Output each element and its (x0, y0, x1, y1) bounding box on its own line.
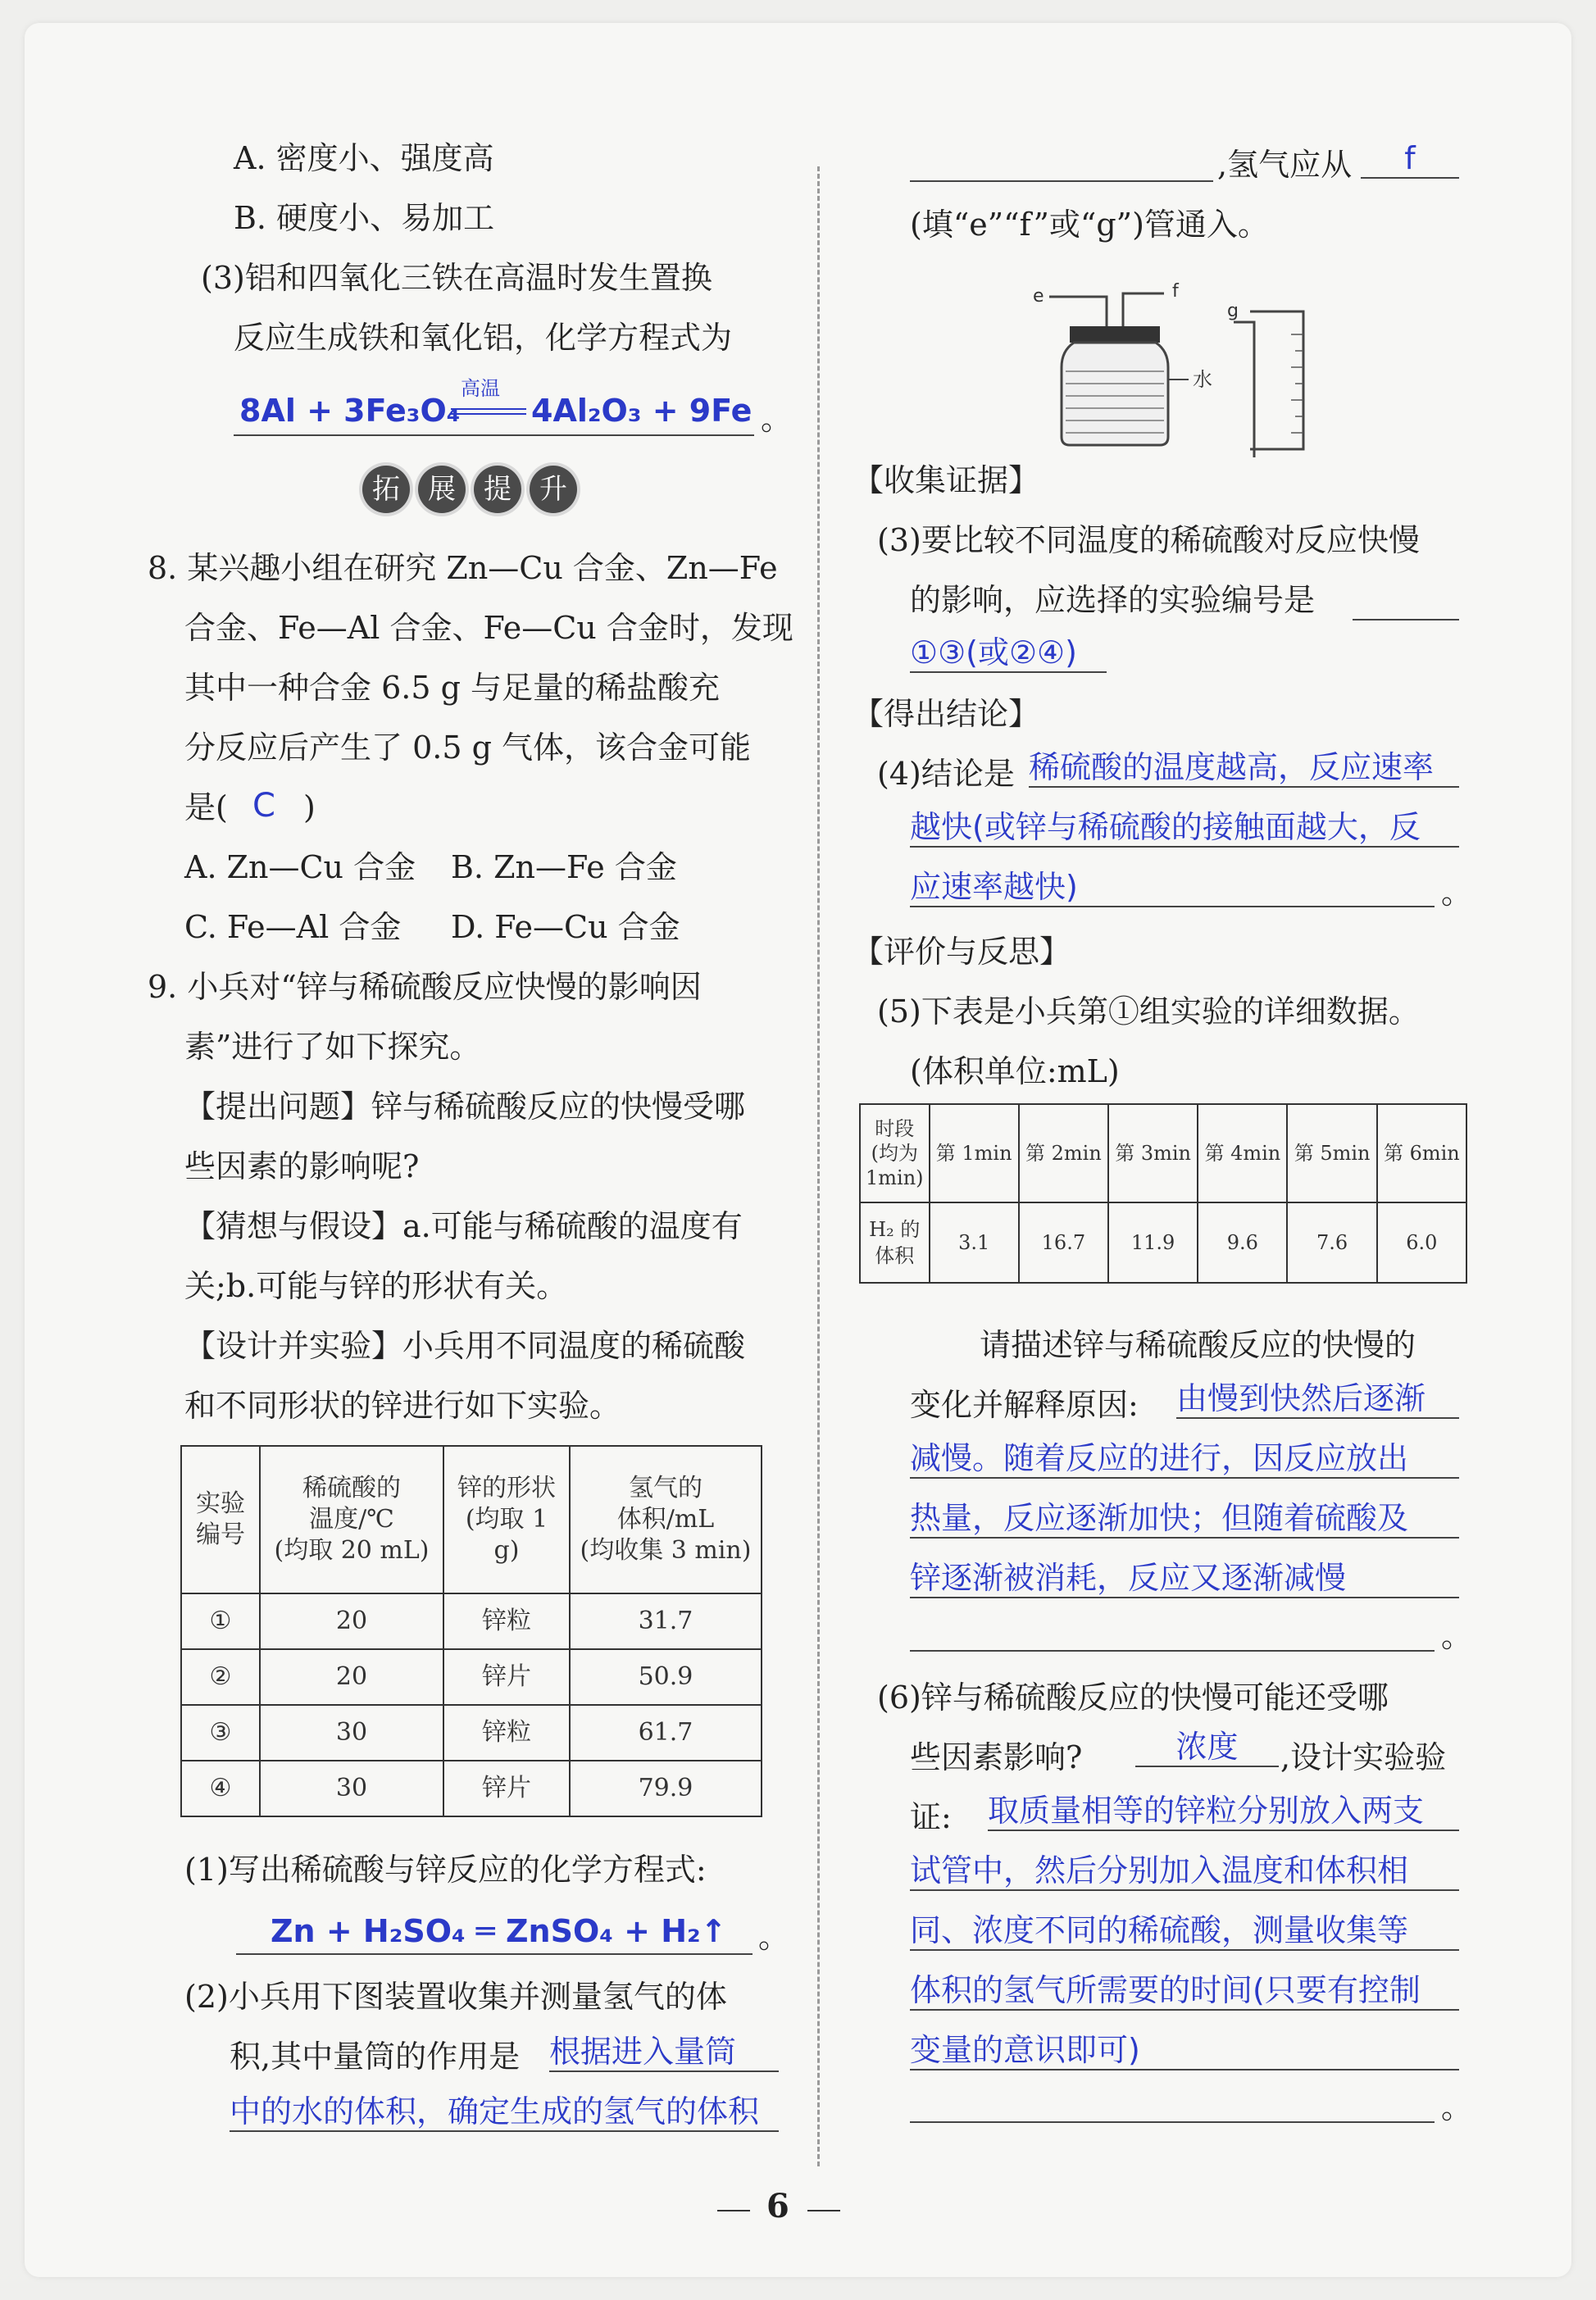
q9-design-line1: 【设计并实验】小兵用不同温度的稀硫酸 (184, 1328, 746, 1364)
q9-2-line1: (2)小兵用下图装置收集并测量氢气的体 (184, 1979, 727, 2015)
q6-answer-line5: 变量的意识即可) (910, 2031, 1459, 2070)
table-row (181, 1761, 762, 1816)
volume-cell: 7.6 (1287, 1202, 1376, 1283)
label-f: f (1172, 281, 1179, 302)
volumes-row (860, 1202, 1466, 1283)
tube-g (1234, 322, 1254, 457)
q3-right-line1: (3)要比较不同温度的稀硫酸对反应快慢 (877, 522, 1420, 558)
option-a: A. 密度小、强度高 (234, 140, 494, 176)
q3-line1: (3)铝和四氧化三铁在高温时发生置换 (201, 260, 712, 296)
q4-answer-line2: 越快(或锌与稀硫酸的接触面越大，反 (910, 808, 1459, 848)
q4-answer-line1: 稀硫酸的温度越高，反应速率 (1029, 748, 1459, 788)
period-cell: 第 2min (1019, 1104, 1108, 1202)
table-cell: 61.7 (570, 1705, 762, 1761)
table-cell: 31.7 (570, 1593, 762, 1649)
q6-extra-blank (910, 2121, 1435, 2123)
q3-equation-right: 4Al₂O₃ + 9Fe (531, 393, 753, 429)
table-cell: 20 (260, 1593, 443, 1649)
q8-last-post: ) (303, 789, 316, 825)
row-header-volume: H₂ 的 体积 (860, 1202, 930, 1283)
draw-conclusion-heading: 【得出结论】 (853, 696, 1040, 732)
q8-option-c: C. Fe—Al 合金 (184, 909, 402, 945)
q8-option-d: D. Fe—Cu 合金 (451, 909, 680, 945)
q6-answer-line3: 同、浓度不同的稀硫酸，测量收集等 (910, 1911, 1459, 1951)
periods-row (860, 1104, 1466, 1202)
q3-equation-arrow-top (451, 408, 526, 410)
q3-right-line2: 的影响，应选择的实验编号是 (910, 582, 1316, 618)
q9-2-answer-part2: 中的水的体积，确定生成的氢气的体积 (230, 2093, 779, 2132)
q3-period: 。 (761, 401, 793, 437)
q8-line2: 合金、Fe—Al 合金、Fe—Cu 合金时，发现 (184, 610, 793, 646)
q9-2-answer-part1: 根据进入量筒 (549, 2033, 779, 2072)
q6-answer-line1: 取质量相等的锌粒分别放入两支 (988, 1792, 1459, 1831)
q9-guess-line2: 关;b.可能与锌的形状有关。 (184, 1268, 568, 1304)
table-row (181, 1705, 762, 1761)
page-number-dash-left (717, 2210, 750, 2211)
period-cell: 第 1min (930, 1104, 1019, 1202)
q5-answer-line1: 由慢到快然后逐渐 (1176, 1380, 1459, 1419)
volume-cell: 6.0 (1377, 1202, 1466, 1283)
period-cell: 第 5min (1287, 1104, 1376, 1202)
table-header-row (181, 1446, 762, 1593)
banner-char-3: 提 (474, 466, 521, 513)
q2-answer-f: f (1361, 139, 1459, 179)
q3-line2: 反应生成铁和氧化铝，化学方程式为 (234, 320, 733, 356)
q5-answer-line2: 减慢。随着反应的进行，因反应放出 (910, 1439, 1459, 1479)
row-header-period: 时段 (均为 1min) (860, 1104, 930, 1202)
option-b: B. 硬度小、易加工 (234, 200, 495, 236)
experiment-table (180, 1445, 762, 1817)
q2-text-continued: ,氢气应从 (1217, 147, 1353, 183)
q9-ask-line1: 【提出问题】锌与稀硫酸反应的快慢受哪 (184, 1089, 746, 1125)
q5-answer-line4: 锌逐渐被消耗，反应又逐渐减慢 (910, 1559, 1459, 1598)
q8-line3: 其中一种合金 6.5 g 与足量的稀盐酸充 (184, 670, 720, 706)
table-cell: 30 (260, 1705, 443, 1761)
table-cell: ① (181, 1593, 260, 1649)
table-cell: 79.9 (570, 1761, 762, 1816)
q6-line2-post: ,设计实验验 (1280, 1739, 1447, 1775)
table-cell: 20 (260, 1649, 443, 1705)
period-cell: 第 6min (1377, 1104, 1466, 1202)
q8-last-pre: 是( (184, 789, 228, 825)
table-header-cell: 稀硫酸的 温度/℃ (均取 20 mL) (260, 1446, 443, 1593)
q8-answer: C (252, 787, 275, 825)
q6-answer-factor: 浓度 (1135, 1728, 1279, 1767)
q3-equation-left: 8Al + 3Fe₃O₄ (239, 393, 461, 429)
q5-period: 。 (1441, 1618, 1473, 1654)
q8-option-b: B. Zn—Fe 合金 (451, 849, 677, 885)
table-cell: ④ (181, 1761, 260, 1816)
banner-char-2: 展 (418, 466, 466, 513)
q3-equation-condition: 高温 (461, 377, 500, 400)
section-banner (362, 466, 577, 513)
q9-1-answer: Zn + H₂SO₄ ═ ZnSO₄ + H₂↑ (271, 1913, 727, 1949)
bottle (1062, 343, 1168, 445)
q5-desc-line2: 变化并解释原因: (910, 1387, 1139, 1423)
table-cell: 锌粒 (443, 1593, 570, 1649)
column-divider (817, 166, 820, 2166)
document-page (25, 23, 1571, 2277)
q9-line1: 9. 小兵对“锌与稀硫酸反应快慢的影响因 (148, 969, 702, 1005)
page-number: 6 (766, 2187, 789, 2225)
q9-ask-line2: 些因素的影响呢? (184, 1148, 420, 1184)
q9-1-answer-line (236, 1953, 753, 1955)
q3-answer-line (234, 434, 754, 436)
q3-equation-arrow-bottom (451, 413, 526, 415)
q8-line4: 分反应后产生了 0.5 g 气体，该合金可能 (184, 730, 751, 766)
label-water: 水 (1193, 368, 1212, 391)
page-number-dash-right (807, 2210, 840, 2211)
label-g: g (1227, 301, 1239, 321)
q8-line1: 8. 某兴趣小组在研究 Zn—Cu 合金、Zn—Fe (148, 550, 778, 586)
q6-line3-pre: 证: (910, 1799, 952, 1835)
q5-line1: (5)下表是小兵第①组实验的详细数据。 (877, 993, 1420, 1030)
table-row (181, 1649, 762, 1705)
table-row (181, 1593, 762, 1649)
apparatus-figure (1025, 261, 1353, 457)
q6-line2-pre: 些因素影响? (910, 1739, 1083, 1775)
q3-right-blank (1353, 619, 1459, 620)
table-cell: 锌片 (443, 1649, 570, 1705)
q5-line2: (体积单位:mL) (910, 1053, 1120, 1089)
q9-line2: 素”进行了如下探究。 (184, 1029, 481, 1065)
data-table (859, 1103, 1467, 1284)
q9-1-period: 。 (758, 1919, 790, 1955)
q5-extra-blank (910, 1650, 1435, 1652)
volume-cell: 16.7 (1019, 1202, 1108, 1283)
bottle-stopper (1070, 326, 1160, 343)
cylinder-scale (1291, 334, 1303, 433)
table-cell: ③ (181, 1705, 260, 1761)
q4-period: 。 (1441, 875, 1473, 911)
table-cell: 50.9 (570, 1649, 762, 1705)
q4-prefix: (4)结论是 (877, 756, 1015, 792)
q5-desc-line1: 请描述锌与稀硫酸反应的快慢的 (980, 1327, 1416, 1363)
measuring-cylinder (1250, 311, 1303, 449)
q5-answer-line3: 热量，反应逐渐加快；但随着硫酸及 (910, 1499, 1459, 1539)
table-header-cell: 实验 编号 (181, 1446, 260, 1593)
period-cell: 第 4min (1198, 1104, 1287, 1202)
q8-option-a: A. Zn—Cu 合金 (184, 849, 416, 885)
table-cell: 锌片 (443, 1761, 570, 1816)
q9-guess-line1: 【猜想与假设】a.可能与稀硫酸的温度有 (184, 1208, 743, 1244)
q4-answer-line3: 应速率越快) (910, 868, 1435, 907)
label-e: e (1033, 286, 1044, 307)
banner-char-1: 拓 (362, 466, 410, 513)
q9-1-question: (1)写出稀硫酸与锌反应的化学方程式: (184, 1852, 707, 1888)
collect-evidence-heading: 【收集证据】 (853, 462, 1040, 498)
table-header-cell: 氢气的 体积/mL (均收集 3 min) (570, 1446, 762, 1593)
volume-cell: 9.6 (1198, 1202, 1287, 1283)
period-cell: 第 3min (1108, 1104, 1198, 1202)
q9-design-line2: 和不同形状的锌进行如下实验。 (184, 1388, 621, 1424)
q6-period: 。 (1441, 2089, 1473, 2125)
volume-cell: 3.1 (930, 1202, 1019, 1283)
q6-answer-line4: 体积的氢气所需要的时间(只要有控制 (910, 1971, 1459, 2011)
table-cell: 30 (260, 1761, 443, 1816)
volume-cell: 11.9 (1108, 1202, 1198, 1283)
banner-char-4: 升 (530, 466, 577, 513)
q2-continued-blank (910, 180, 1213, 182)
q3-right-answer: ①③(或②④) (910, 634, 1107, 673)
evaluation-heading: 【评价与反思】 (853, 934, 1071, 970)
table-header-cell: 锌的形状 (均取 1 g) (443, 1446, 570, 1593)
table-cell: 锌粒 (443, 1705, 570, 1761)
q9-2-line2: 积,其中量筒的作用是 (230, 2039, 521, 2075)
q6-line1: (6)锌与稀硫酸反应的快慢可能还受哪 (877, 1680, 1389, 1716)
table-cell: ② (181, 1649, 260, 1705)
q2-hint: (填“e”“f”或“g”)管通入。 (910, 207, 1269, 243)
q6-answer-line2: 试管中，然后分别加入温度和体积相 (910, 1852, 1459, 1891)
